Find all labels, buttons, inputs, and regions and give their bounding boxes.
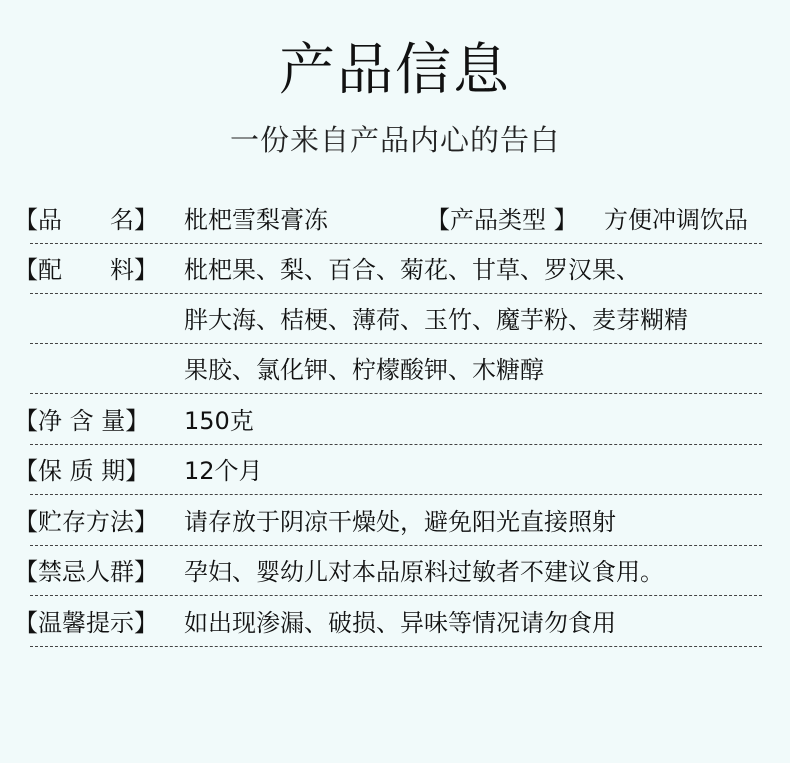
divider: [30, 393, 762, 394]
value-ingredients-line1: 枇杷果、梨、百合、菊花、甘草、罗汉果、: [184, 256, 640, 284]
label-shelf-life: 【保 质 期】: [14, 457, 150, 485]
value-name: 枇杷雪梨膏冻: [184, 206, 328, 234]
value-ingredients-line2: 胖大海、桔梗、薄荷、玉竹、魔芋粉、麦芽糊精: [184, 306, 688, 334]
value-taboo: 孕妇、婴幼儿对本品原料过敏者不建议食用。: [184, 558, 664, 586]
info-row-ingredients-cont: [0, 296, 790, 344]
info-row-storage: [0, 498, 790, 546]
info-row-name: [0, 196, 790, 244]
label-ingredients: 【配 料】: [14, 256, 158, 284]
divider: [30, 293, 762, 294]
divider: [30, 595, 762, 596]
divider: [30, 343, 762, 344]
page-title: 产品信息: [279, 38, 511, 103]
info-row-shelf-life: [0, 447, 790, 495]
value-shelf-life: 12个月: [184, 457, 263, 485]
value-storage: 请存放于阴凉干燥处，避免阳光直接照射: [184, 508, 616, 536]
label-storage: 【贮存方法】: [14, 508, 158, 536]
info-row-net-content: [0, 397, 790, 445]
label-taboo: 【禁忌人群】: [14, 558, 158, 586]
info-row-ingredients-cont: [0, 346, 790, 394]
divider: [30, 545, 762, 546]
info-row-taboo: [0, 548, 790, 596]
label-net-content: 【净 含 量】: [14, 407, 150, 435]
info-row-tips: [0, 599, 790, 647]
value-ingredients-line3: 果胶、氯化钾、柠檬酸钾、木糖醇: [184, 356, 544, 384]
label-name: 【品 名】: [14, 206, 158, 234]
label-product-type: 【产品类型 】: [426, 206, 578, 234]
info-row-ingredients: [0, 246, 790, 294]
divider: [30, 243, 762, 244]
label-tips: 【温馨提示】: [14, 609, 158, 637]
divider: [30, 494, 762, 495]
value-tips: 如出现渗漏、破损、异味等情况请勿食用: [184, 609, 616, 637]
value-product-type: 方便冲调饮品: [604, 206, 748, 234]
page-subtitle: 一份来自产品内心的告白: [229, 123, 560, 157]
divider: [30, 646, 762, 647]
divider: [30, 444, 762, 445]
value-net-content: 150克: [184, 407, 254, 435]
